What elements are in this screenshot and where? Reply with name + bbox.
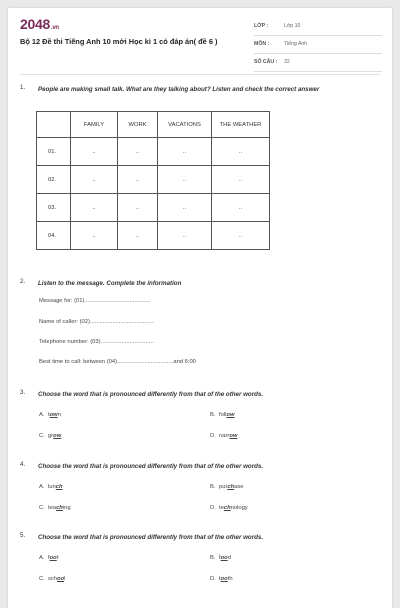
option-word: gr — [48, 433, 54, 439]
table-row — [37, 194, 270, 222]
table-header-cell — [37, 112, 71, 138]
option-letter: C. — [39, 433, 45, 439]
option-b[interactable] — [210, 484, 244, 490]
underlined-sound: ow — [49, 412, 58, 418]
row-label: 02. — [37, 166, 71, 194]
row-label: 04. — [37, 222, 71, 250]
option-d[interactable] — [210, 576, 233, 582]
row-label: 03. — [37, 194, 71, 222]
option-letter: A. — [39, 484, 45, 490]
question-number: 3. — [20, 389, 26, 396]
question-number: 5. — [20, 532, 26, 539]
table-header-cell: WORK — [118, 112, 158, 138]
page-header — [8, 8, 392, 72]
check-cell[interactable]: .. — [158, 194, 212, 222]
option-word: nology — [230, 505, 248, 511]
meta-key: SỐ CÂU : — [254, 59, 278, 65]
option-c[interactable] — [39, 433, 61, 439]
check-cell[interactable]: .. — [212, 222, 270, 250]
fill-line-telephone[interactable]: Telephone number: (03)................................. — [39, 339, 154, 345]
meta-value: 32 — [284, 59, 290, 65]
question-text: People are making small talk. What are they talking about? Listen and check the correct answer — [38, 86, 320, 93]
option-c[interactable] — [39, 576, 65, 582]
option-c[interactable] — [39, 505, 71, 511]
underlined-sound: ch — [223, 505, 231, 511]
option-letter: D. — [210, 505, 216, 511]
fill-line-best-time[interactable]: Best time to call: between (04)...................................and 6:00 — [39, 359, 196, 365]
option-d[interactable] — [210, 505, 248, 511]
check-cell[interactable]: .. — [118, 166, 158, 194]
check-cell[interactable]: .. — [158, 222, 212, 250]
option-word: th — [227, 576, 233, 582]
underlined-sound: ch — [55, 484, 63, 490]
meta-row-subject — [254, 36, 382, 54]
option-letter: C. — [39, 576, 45, 582]
option-letter: B. — [210, 412, 216, 418]
check-cell[interactable]: .. — [158, 166, 212, 194]
table-header-cell: VACATIONS — [158, 112, 212, 138]
option-word: l — [64, 576, 66, 582]
meta-value: Lớp 10 — [284, 23, 301, 29]
underlined-sound: oo — [220, 555, 228, 561]
option-word: foll — [219, 412, 227, 418]
question-number: 4. — [20, 461, 26, 468]
underlined-sound: ow — [226, 412, 235, 418]
option-word: d — [227, 555, 231, 561]
check-cell[interactable]: .. — [71, 138, 118, 166]
fill-line-message-for[interactable]: Message for: (01)......................................... — [39, 298, 151, 304]
meta-info — [254, 18, 382, 72]
option-word: t — [219, 576, 221, 582]
table-header-cell: THE WEATHER — [212, 112, 270, 138]
check-cell[interactable]: .. — [71, 222, 118, 250]
option-word: ing — [62, 505, 71, 511]
logo-text: 2048 — [20, 16, 50, 32]
check-cell[interactable]: .. — [158, 138, 212, 166]
option-letter: A. — [39, 555, 45, 561]
underlined-sound: oo — [57, 576, 65, 582]
document-title: Bộ 12 Đề thi Tiếng Anh 10 mới Học kì 1 có đáp án( đề 6 ) — [20, 37, 218, 46]
option-word: lun — [48, 484, 56, 490]
option-word: narr — [219, 433, 230, 439]
check-cell[interactable]: .. — [71, 166, 118, 194]
option-d[interactable] — [210, 433, 237, 439]
option-word: f — [48, 555, 50, 561]
site-logo[interactable] — [20, 16, 59, 32]
underlined-sound: oo — [220, 576, 228, 582]
option-letter: B. — [210, 555, 216, 561]
option-b[interactable] — [210, 555, 231, 561]
question-number: 1. — [20, 84, 26, 91]
meta-row-grade — [254, 18, 382, 36]
question-text: Choose the word that is pronounced differently from that of the other words. — [38, 534, 264, 541]
row-label: 01. — [37, 138, 71, 166]
question-text: Choose the word that is pronounced differently from that of the other words. — [38, 391, 264, 398]
option-word: te — [219, 505, 224, 511]
option-word: tea — [48, 505, 57, 511]
option-word: f — [219, 555, 221, 561]
logo-suffix: .vn — [50, 25, 59, 31]
meta-key: MÔN : — [254, 41, 270, 47]
header-divider — [20, 74, 380, 75]
check-cell[interactable]: .. — [118, 138, 158, 166]
option-b[interactable] — [210, 412, 234, 418]
question-number: 2. — [20, 278, 26, 285]
option-word: n — [57, 412, 61, 418]
check-cell[interactable]: .. — [212, 194, 270, 222]
question-text: Choose the word that is pronounced differently from that of the other words. — [38, 463, 264, 470]
table-header-cell: FAMILY — [71, 112, 118, 138]
underlined-sound: ow — [53, 433, 62, 439]
table-row — [37, 138, 270, 166]
underlined-sound: ow — [229, 433, 238, 439]
check-cell[interactable]: .. — [118, 222, 158, 250]
meta-key: LỚP : — [254, 23, 269, 29]
option-a[interactable] — [39, 484, 63, 490]
check-cell[interactable]: .. — [71, 194, 118, 222]
worksheet-page — [8, 8, 392, 608]
option-letter: D. — [210, 576, 216, 582]
table-header-row — [37, 112, 270, 138]
option-a[interactable] — [39, 555, 58, 561]
option-word: ase — [234, 484, 244, 490]
option-letter: A. — [39, 412, 45, 418]
option-word: t — [56, 555, 59, 561]
table-row — [37, 222, 270, 250]
meta-row-count — [254, 54, 382, 72]
option-letter: C. — [39, 505, 45, 511]
check-cell[interactable]: .. — [212, 166, 270, 194]
option-letter: B. — [210, 484, 216, 490]
check-cell[interactable]: .. — [212, 138, 270, 166]
option-word: sch — [48, 576, 58, 582]
option-letter: D. — [210, 433, 216, 439]
meta-value: Tiếng Anh — [284, 41, 308, 47]
check-cell[interactable]: .. — [118, 194, 158, 222]
underlined-sound: ch — [227, 484, 235, 490]
underlined-sound: ch — [56, 505, 63, 511]
table-row — [37, 166, 270, 194]
fill-line-caller[interactable]: Name of caller: (02)........................................ — [39, 319, 155, 325]
option-word: t — [48, 412, 50, 418]
answer-table — [36, 111, 270, 250]
option-a[interactable] — [39, 412, 61, 418]
underlined-sound: oo — [49, 555, 57, 561]
option-word: pur — [219, 484, 228, 490]
question-text: Listen to the message. Complete the information — [38, 280, 182, 287]
